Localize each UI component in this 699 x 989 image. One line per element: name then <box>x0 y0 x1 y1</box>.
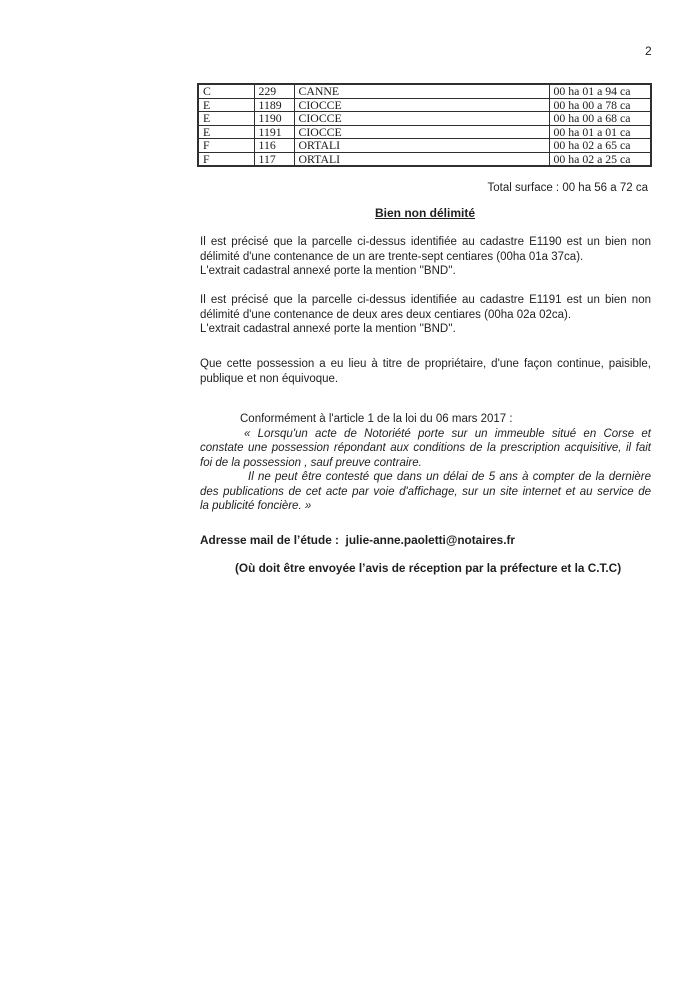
table-cell: CIOCCE <box>294 98 549 112</box>
text-line: foi de la possession , sauf preuve contraire. <box>200 456 422 469</box>
text-line: la publicité foncière. » <box>200 500 312 512</box>
paragraph-bnd-e1191 <box>200 293 651 337</box>
text-line: Il est précisé que la parcelle ci-dessus identifiée au cadastre E1190 est un bien non <box>200 236 651 248</box>
table-row <box>198 152 651 166</box>
table-cell: ORTALI <box>294 139 549 153</box>
text-line: L'extrait cadastral annexé porte la mention ''BND''. <box>200 265 456 277</box>
total-surface: Total surface : 00 ha 56 a 72 ca <box>487 182 648 194</box>
table-cell: C <box>198 84 254 98</box>
text-line: des publications de cet acte par voie d'affichage, sur un site internet et au service de <box>200 485 651 498</box>
table-cell: E <box>198 98 254 112</box>
section-heading <box>200 206 650 220</box>
table-cell: CIOCCE <box>294 112 549 126</box>
text-line: Il ne peut être contesté que dans un délai de 5 ans à compter de la dernière <box>248 471 651 483</box>
table-cell: 1191 <box>254 125 294 139</box>
text-line: Il est précisé que la parcelle ci-dessus identifiée au cadastre E1191 est un bien non <box>200 294 651 306</box>
text-line: délimité d'une contenance de un are trente-sept centiares (00ha 01a 37ca). <box>200 250 584 263</box>
table-cell: F <box>198 152 254 166</box>
text-line: Que cette possession a eu lieu à titre de propriétaire, d'une façon continue, paisible, <box>200 358 651 370</box>
paragraph-possession <box>200 357 651 386</box>
text-line: publique et non équivoque. <box>200 372 339 385</box>
table-cell: 117 <box>254 152 294 166</box>
parcel-table-container <box>197 83 652 167</box>
table-cell: 00 ha 02 a 65 ca <box>549 139 651 153</box>
text-line: L'extrait cadastral annexé porte la mention ''BND''. <box>200 323 456 335</box>
paragraph-bnd-e1190 <box>200 235 651 279</box>
table-cell: F <box>198 139 254 153</box>
page-number: 2 <box>645 44 652 58</box>
office-email-line: Adresse mail de l’étude : julie-anne.paoletti@notaires.fr <box>200 533 516 547</box>
table-row <box>198 139 651 153</box>
parcel-table <box>197 83 652 167</box>
table-cell: 00 ha 00 a 78 ca <box>549 98 651 112</box>
table-cell: E <box>198 112 254 126</box>
table-row <box>198 98 651 112</box>
table-cell: E <box>198 125 254 139</box>
table-cell: 00 ha 00 a 68 ca <box>549 112 651 126</box>
table-cell: 00 ha 02 a 25 ca <box>549 152 651 166</box>
table-cell: CANNE <box>294 84 549 98</box>
table-cell: 229 <box>254 84 294 98</box>
text-line: constate une possession répondant aux conditions de la prescription acquisitive, il fait <box>200 442 651 454</box>
paragraph-law-quote <box>200 412 651 514</box>
table-cell: ORTALI <box>294 152 549 166</box>
table-cell: 1189 <box>254 98 294 112</box>
table-cell: 00 ha 01 a 01 ca <box>549 125 651 139</box>
text-line: « Lorsqu'un acte de Notoriété porte sur un immeuble situé en Corse et <box>244 427 651 440</box>
table-cell: 00 ha 01 a 94 ca <box>549 84 651 98</box>
table-cell: 1190 <box>254 112 294 126</box>
table-row <box>198 112 651 126</box>
table-cell: CIOCCE <box>294 125 549 139</box>
text-line: Conformément à l'article 1 de la loi du 06 mars 2017 : <box>240 413 513 425</box>
text-line: délimité d'une contenance de deux ares deux centiares (00ha 02a 02ca). <box>200 308 572 321</box>
table-cell: 116 <box>254 139 294 153</box>
table-row <box>198 84 651 98</box>
table-row <box>198 125 651 139</box>
section-heading-text: Bien non délimité <box>374 206 475 220</box>
recipient-note: (Où doit être envoyée l’avis de réception par la préfecture et la C.T.C) <box>235 561 622 575</box>
